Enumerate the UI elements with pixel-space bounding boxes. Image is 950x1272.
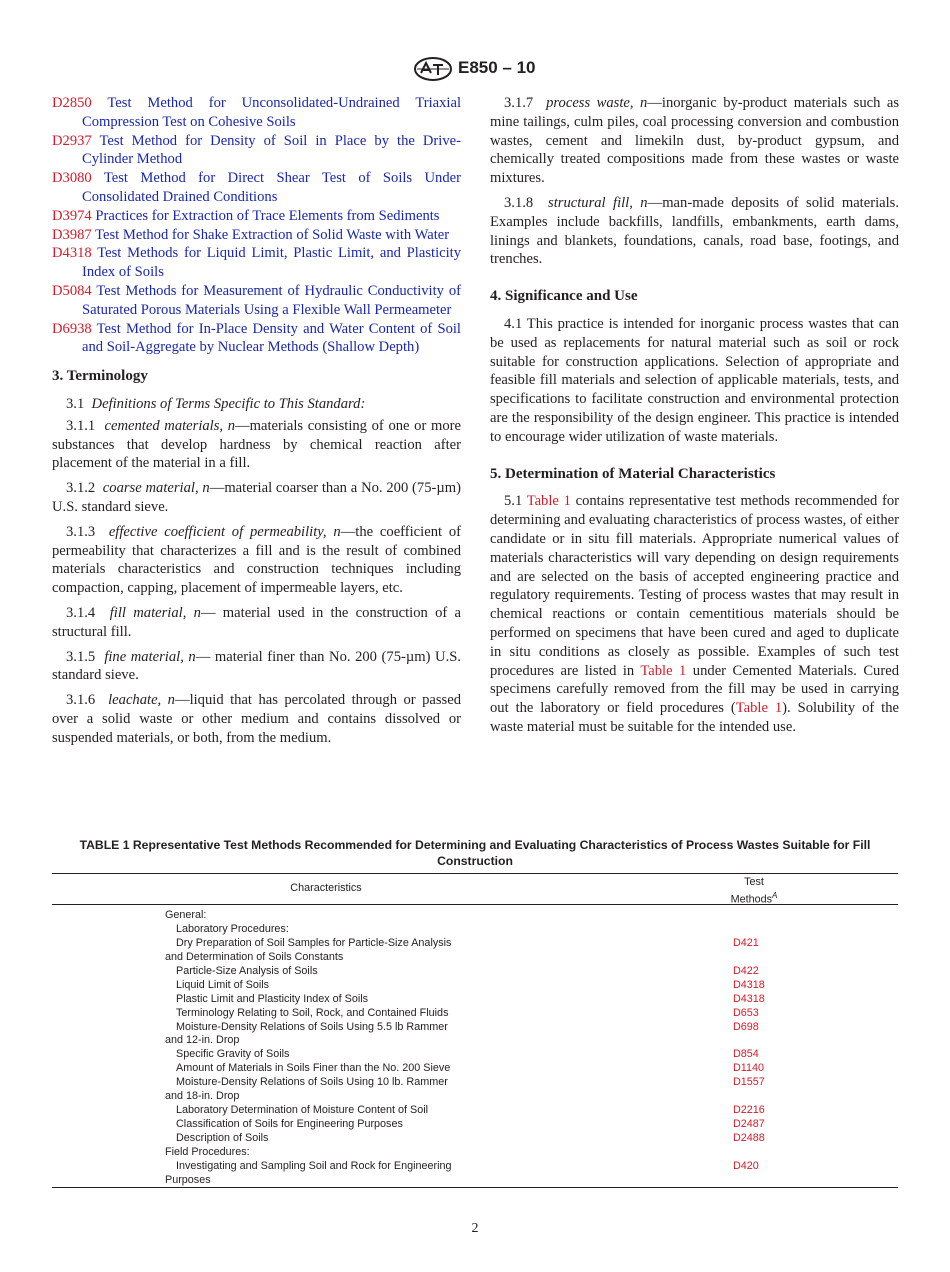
right-column	[490, 94, 899, 740]
row-characteristic: General:	[165, 909, 207, 921]
table-row	[52, 923, 898, 937]
section-4-heading: 4. Significance and Use	[490, 288, 638, 305]
table-row	[52, 1021, 898, 1035]
column-header-test-methods: Test Methods$^A$	[730, 876, 778, 906]
row-test-method-link[interactable]: D1557	[733, 1076, 765, 1089]
header-rule	[52, 904, 898, 905]
row-test-method-link[interactable]: D1140	[733, 1062, 765, 1075]
row-characteristic: Classification of Soils for Engineering Purposes	[176, 1118, 403, 1131]
table-row	[52, 1076, 898, 1090]
table-row	[52, 1007, 898, 1021]
term-definition	[52, 604, 461, 642]
table-row	[52, 1132, 898, 1146]
page-number: 2	[471, 1221, 479, 1236]
left-column	[52, 94, 461, 751]
terms-left	[52, 417, 461, 748]
row-test-method-link[interactable]: D422	[733, 964, 759, 977]
table-row	[52, 1034, 898, 1048]
term-name: leachate, n	[108, 692, 175, 709]
terms-right	[490, 94, 899, 269]
para-5-1: 5.1 Table 1 contains representative test methods recommended for determining and evaluating characteristics of process wastes, of either candidate or in situ fill materials. Appropriate numerical values of materials characteristics will vary depending on design requirements and are selected on the basis of accepted engineering practice and regulatory requirements. Testing of process wastes that may result in chemical reactions or contain cementitious materials should be performed on specimens that have been cured and aged to duplicate in situ conditions as closely as possible. Examples of such test procedures are listed in Table 1 under Cemented Materials. Cured specimens carefully removed from the fill may be used in carrying out the laboratory or field procedures (Table 1). Solubility of the waste material must be suitable for the intended use.	[490, 493, 899, 735]
row-characteristic: Dry Preparation of Soil Samples for Particle-Size Analysis	[176, 936, 452, 949]
table-row	[52, 993, 898, 1007]
term-def: —materials consisting of one or more substances that develop hardness by chemical reaction after placement of the material in a fill.	[52, 417, 461, 472]
row-characteristic: Terminology Relating to Soil, Rock, and Contained Fluids	[176, 1006, 449, 1019]
reference-code[interactable]: D3080	[52, 170, 92, 187]
row-characteristic: and 12-in. Drop	[165, 1034, 240, 1047]
table-1-link[interactable]: Table 1	[640, 662, 687, 679]
term-definition	[52, 691, 461, 747]
row-test-method-link[interactable]: D2216	[733, 1104, 765, 1117]
section-5-heading: 5. Determination of Material Characteristics	[490, 465, 776, 482]
row-test-method-link[interactable]: D4318	[733, 992, 765, 1005]
term-name: process waste, n	[546, 95, 648, 111]
term-name: cemented materials, n	[104, 417, 236, 434]
term-definition	[490, 94, 899, 188]
reference-title[interactable]: Test Methods for Measurement of Hydraulic Conductivity of Saturated Porous Materials Using a Flexible Wall Permeameter	[82, 282, 462, 318]
table-1-link[interactable]: Table 1	[735, 700, 783, 717]
section-3-heading: 3. Terminology	[52, 368, 148, 385]
reference-item[interactable]	[52, 94, 461, 132]
document-id: E850 – 10	[458, 58, 536, 77]
table-row	[52, 937, 898, 951]
column-header-characteristics: Characteristics	[290, 882, 362, 894]
table-1	[52, 873, 898, 1188]
row-characteristic: Moisture-Density Relations of Soils Using 5.5 lb Rammer	[176, 1020, 448, 1033]
reference-title[interactable]: Test Method for Direct Shear Test of Soils Under Consolidated Drained Conditions	[82, 170, 461, 205]
row-characteristic: Moisture-Density Relations of Soils Using 10 lb. Rammer	[176, 1076, 448, 1089]
row-test-method-link[interactable]: D421	[733, 936, 759, 949]
term-definition	[52, 417, 461, 473]
term-number: 3.1.1	[66, 417, 96, 434]
row-test-method-link[interactable]: D854	[733, 1048, 759, 1061]
reference-title[interactable]: Practices for Extraction of Trace Elements from Sediments	[95, 207, 440, 224]
term-def: —liquid that has percolated through or passed over a solid waste or other medium and contains dissolved or suspended materials, or both, from the medium.	[52, 692, 462, 746]
term-name: effective coefficient of permeability, n	[108, 523, 341, 540]
table-row	[52, 1160, 898, 1174]
table-row	[52, 1146, 898, 1160]
term-definition	[52, 523, 461, 598]
para-3-1: 3.1 Definitions of Terms Specific to This Standard:	[66, 395, 366, 412]
table-row	[52, 979, 898, 993]
term-number: 3.1.5	[66, 648, 96, 665]
row-characteristic: Description of Soils	[176, 1132, 269, 1144]
row-characteristic: Plastic Limit and Plasticity Index of Soils	[176, 992, 369, 1005]
term-number: 3.1.4	[66, 604, 96, 621]
row-characteristic: Laboratory Procedures:	[176, 922, 289, 935]
reference-code[interactable]: D2937	[52, 132, 92, 149]
term-name: coarse material, n	[102, 480, 210, 497]
table-row	[52, 965, 898, 979]
table-row	[52, 1090, 898, 1104]
term-def: —inorganic by-product materials such as mine tailings, culm piles, coal processing conversion and combustion wastes, cement and limekiln dust, by-product gypsum, and chemically treated compositions made from these wastes or waste mixtures.	[490, 95, 900, 187]
row-test-method-link[interactable]: D2488	[733, 1132, 765, 1144]
term-definition	[490, 194, 899, 269]
reference-code[interactable]: D4318	[52, 245, 92, 262]
reference-code[interactable]: D3987	[52, 226, 92, 243]
reference-title[interactable]: Test Methods for Liquid Limit, Plastic Limit, and Plasticity Index of Soils	[82, 245, 462, 281]
table-row	[52, 1062, 898, 1076]
row-test-method-link[interactable]: D698	[733, 1020, 759, 1033]
reference-item[interactable]	[52, 320, 461, 358]
term-def: — material finer than No. 200 (75-µm) U.S. standard sieve.	[52, 648, 461, 684]
reference-code[interactable]: D6938	[52, 320, 92, 337]
term-number: 3.1.6	[66, 692, 96, 709]
row-characteristic: and 18-in. Drop	[165, 1090, 240, 1103]
reference-title[interactable]: Test Method for Shake Extraction of Solid Waste with Water	[95, 226, 450, 243]
reference-item[interactable]	[52, 207, 461, 226]
reference-item[interactable]	[52, 282, 461, 320]
term-name: fine material, n	[104, 648, 196, 665]
reference-title[interactable]: Test Method for Density of Soil in Place by the Drive-Cylinder Method	[82, 132, 461, 168]
table-1-link[interactable]: Table 1	[526, 493, 571, 510]
table-caption: TABLE 1 Representative Test Methods Recommended for Determining and Evaluating Characteristics of Process Wastes Suitable for Fill Construction	[79, 838, 871, 868]
table-row	[52, 1174, 898, 1188]
term-number: 3.1.8	[504, 194, 534, 211]
reference-code[interactable]: D2850	[52, 95, 92, 111]
term-definition	[52, 648, 461, 686]
term-number: 3.1.7	[504, 95, 534, 111]
reference-item[interactable]	[52, 244, 461, 282]
term-name: structural fill, n	[548, 194, 648, 211]
table-body	[52, 909, 898, 1188]
row-characteristic: Liquid Limit of Soils	[176, 978, 270, 991]
table-row	[52, 1104, 898, 1118]
row-characteristic: Purposes	[165, 1173, 211, 1186]
table-row	[52, 951, 898, 965]
table-row	[52, 909, 898, 923]
term-number: 3.1.2	[66, 480, 96, 497]
row-characteristic: and Determination of Soils Constants	[165, 950, 344, 963]
reference-title[interactable]: Test Method for In-Place Density and Water Content of Soil and Soil-Aggregate by Nuclear Methods (Shallow Depth)	[82, 320, 461, 356]
reference-item[interactable]	[52, 132, 461, 170]
table-row	[52, 1048, 898, 1062]
term-name: fill material, n	[109, 604, 201, 621]
reference-list	[52, 94, 461, 357]
term-definition	[52, 479, 461, 517]
reference-code[interactable]: D3974	[52, 207, 92, 224]
term-def: —material coarser than a No. 200 (75-µm) U.S. standard sieve.	[52, 480, 461, 515]
row-characteristic: Particle-Size Analysis of Soils	[176, 964, 318, 977]
row-characteristic: Laboratory Determination of Moisture Content of Soil	[176, 1104, 429, 1117]
para-4-1: 4.1 This practice is intended for inorganic process wastes that can be used as replacements for natural material such as soil or rock suitable for construction applications. Selection of appropriate and feasible fill materials and selection of applicable materials, tests, and specifications to facilitate construction and environmental protection are the responsibility of the design engineer. This practice is intended to encourage wider utilization of waste materials.	[490, 315, 899, 445]
row-characteristic: Specific Gravity of Soils	[176, 1048, 290, 1061]
reference-code[interactable]: D5084	[52, 282, 92, 299]
row-characteristic: Investigating and Sampling Soil and Rock for Engineering	[176, 1159, 452, 1172]
row-test-method-link[interactable]: D653	[733, 1006, 759, 1019]
astm-logo-icon	[413, 57, 453, 81]
row-test-method-link[interactable]: D2487	[733, 1118, 765, 1131]
row-characteristic: Field Procedures:	[165, 1145, 250, 1158]
row-test-method-link[interactable]: D4318	[733, 978, 765, 991]
reference-item[interactable]	[52, 169, 461, 207]
reference-title[interactable]: Test Method for Unconsolidated-Undrained Triaxial Compression Test on Cohesive Soils	[82, 95, 461, 130]
row-characteristic: Amount of Materials in Soils Finer than the No. 200 Sieve	[176, 1062, 451, 1075]
term-number: 3.1.3	[66, 523, 96, 540]
term-def: —man-made deposits of solid materials. Examples include backfills, landfills, embankments, earth dams, linings and blankets, foundations, canals, road base, footings, and trenches.	[490, 194, 899, 268]
page-header	[0, 57, 950, 83]
term-def: — material used in the construction of a structural fill.	[52, 604, 461, 640]
row-test-method-link[interactable]: D420	[733, 1159, 759, 1172]
reference-item[interactable]	[52, 226, 461, 245]
term-def: —the coefficient of permeability that characterizes a fill and is the result of combined materials characteristics and construction techniques including compaction, capping, placement of impermeable layers, etc.	[52, 523, 462, 597]
table-row	[52, 1118, 898, 1132]
